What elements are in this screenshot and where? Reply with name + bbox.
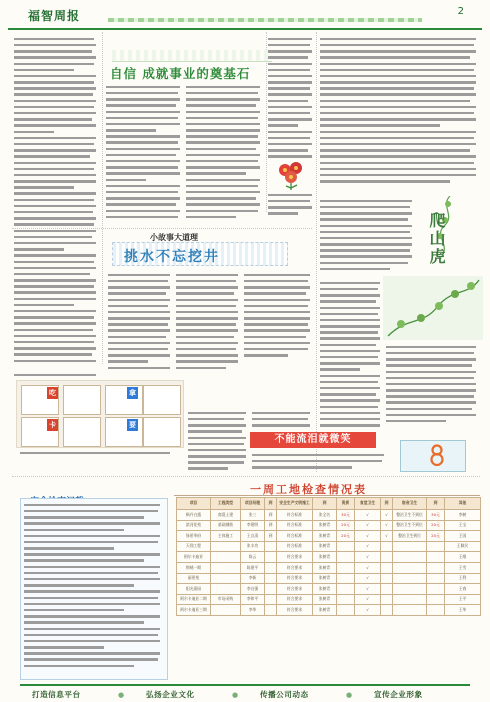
table-cell	[337, 562, 355, 573]
table-row	[177, 552, 481, 563]
table-cell	[265, 562, 277, 573]
article-body	[176, 272, 240, 376]
table-cell: 李新	[241, 573, 265, 584]
table-cell	[393, 584, 427, 595]
footer-slogan: 宣传企业形象	[374, 690, 423, 699]
article-body	[252, 452, 388, 474]
table-cell: 张三	[241, 510, 265, 521]
table-cell	[265, 552, 277, 563]
table-cell: 李和平	[241, 594, 265, 605]
page-header	[8, 4, 482, 30]
table-cell: 阿尔卡迪亚三期	[177, 605, 211, 616]
table-cell	[381, 594, 393, 605]
table-cell: 张树青	[313, 605, 337, 616]
table-cell: √	[355, 531, 381, 542]
table-cell	[337, 541, 355, 552]
column-header: 到	[381, 498, 393, 510]
table-cell: 符合要求	[277, 605, 313, 616]
column-header: 食堂卫生	[355, 498, 381, 510]
page-footer	[20, 684, 470, 700]
table-cell: 阳光嘉园	[177, 584, 211, 595]
table-cell: 整治卫生不到位	[393, 510, 427, 521]
article-body	[320, 410, 382, 430]
footer-slogan: 打造信息平台	[32, 690, 81, 699]
table-cell	[337, 605, 355, 616]
article-body	[268, 192, 314, 224]
footer-separator: ●	[346, 691, 353, 699]
table-cell: 天翔工程	[177, 541, 211, 552]
table-cell	[211, 573, 241, 584]
article-body	[186, 84, 262, 226]
table-row	[177, 510, 481, 521]
table-cell: √	[381, 531, 393, 542]
article-kicker: 小故事大道理	[150, 233, 198, 242]
table-cell: 张丰功	[241, 541, 265, 552]
table-cell: 陈云	[241, 552, 265, 563]
table-cell: √	[381, 510, 393, 521]
table-cell: 到	[265, 510, 277, 521]
table-cell	[337, 584, 355, 595]
inspection-table-title: 一周工地检查情况表	[250, 483, 367, 496]
table-cell: √	[355, 541, 381, 552]
cartoon-panels	[16, 380, 184, 448]
table-cell	[211, 605, 241, 616]
table-cell: 符合要求	[277, 552, 313, 563]
cartoon-caption	[20, 450, 180, 458]
table-cell: 市场采购	[211, 594, 241, 605]
table-cell	[393, 541, 427, 552]
table-cell: 王华	[445, 605, 481, 616]
table-cell	[381, 541, 393, 552]
table-cell: 张树青	[313, 520, 337, 531]
table-cell: 符合标准	[277, 520, 313, 531]
table-cell: 符合标准	[277, 541, 313, 552]
table-cell: 整治卫生到位	[393, 531, 427, 542]
table-cell	[393, 605, 427, 616]
cartoon-badge: 拿	[129, 389, 136, 397]
cartoon-frame	[63, 417, 101, 447]
column-header: 工程类型	[211, 498, 241, 510]
column-header: 资质	[337, 498, 355, 510]
table-cell: 基础钢筋	[211, 520, 241, 531]
inspection-table	[176, 497, 481, 616]
footer-slogan: 传播公司动态	[260, 690, 309, 699]
table-cell: 符合要求	[277, 573, 313, 584]
article-body	[244, 272, 312, 376]
table-cell: 符合标准	[277, 510, 313, 521]
section-divider	[12, 476, 480, 477]
right-column-text	[320, 36, 480, 196]
table-cell	[393, 552, 427, 563]
masthead-title: 福智周报	[28, 9, 81, 23]
table-cell: 主体施工	[211, 531, 241, 542]
cartoon-badge: 吃	[49, 389, 56, 397]
table-cell	[211, 552, 241, 563]
article-body	[106, 84, 182, 226]
article-body	[386, 344, 480, 430]
cartoon-frame	[143, 417, 181, 447]
article-title-decoration	[112, 50, 272, 62]
table-cell: 锦绣一期	[177, 562, 211, 573]
header-decoration	[108, 18, 422, 22]
table-cell: 滨河花苑	[177, 520, 211, 531]
table-row	[177, 520, 481, 531]
table-cell: 符合标准	[277, 531, 313, 542]
article-title-well: 挑水不忘挖井	[124, 249, 220, 265]
footer-separator: ●	[232, 691, 239, 699]
table-cell	[337, 594, 355, 605]
table-cell: 30元	[337, 510, 355, 521]
table-cell	[337, 552, 355, 563]
table-cell	[427, 552, 445, 563]
article-body	[320, 198, 416, 278]
column-header: 安全生产文明施工	[277, 498, 313, 510]
table-cell: 王宝	[445, 520, 481, 531]
table-cell	[427, 594, 445, 605]
cartoon-frame	[143, 385, 181, 415]
column-header: 项目经理	[241, 498, 265, 510]
column-header: 其他	[445, 498, 481, 510]
table-cell	[265, 605, 277, 616]
table-cell: √	[355, 552, 381, 563]
table-row	[177, 605, 481, 616]
table-cell: 陈建平	[241, 562, 265, 573]
article-body	[14, 372, 98, 380]
article-title-smile: 不能流泪就微笑	[250, 432, 376, 448]
table-cell: 丽景苑	[177, 573, 211, 584]
table-cell: 张树青	[313, 584, 337, 595]
table-cell	[427, 605, 445, 616]
table-cell	[393, 594, 427, 605]
article-body	[268, 36, 314, 160]
table-cell: 王春	[445, 584, 481, 595]
table-cell	[265, 541, 277, 552]
table-cell: 到	[265, 520, 277, 531]
page-number: 2	[457, 6, 464, 17]
table-cell: 符合要求	[277, 584, 313, 595]
table-cell: 李建明	[241, 520, 265, 531]
article-body	[320, 280, 382, 430]
article-title-confidence: 自信 成就事业的奠基石	[110, 66, 251, 81]
table-cell: 张树青	[313, 552, 337, 563]
table-cell	[381, 562, 393, 573]
table-cell: 20元	[427, 531, 445, 542]
column-header: 到	[313, 498, 337, 510]
table-cell: 张树青	[313, 562, 337, 573]
cartoon-badge: 要	[129, 421, 136, 429]
table-cell	[381, 584, 393, 595]
table-cell: √	[355, 562, 381, 573]
table-cell	[265, 584, 277, 595]
table-cell: √	[355, 594, 381, 605]
table-cell: 绿景华府	[177, 531, 211, 542]
table-row	[177, 573, 481, 584]
table-cell: 王颖民	[445, 541, 481, 552]
table-cell: 符合要求	[277, 562, 313, 573]
table-cell: 王利	[445, 573, 481, 584]
table-cell: 张树青	[313, 573, 337, 584]
column-divider	[102, 32, 103, 364]
table-row	[177, 594, 481, 605]
table-cell: 枫丹白露	[177, 510, 211, 521]
table-cell: 李树	[445, 510, 481, 521]
table-cell: √	[355, 510, 381, 521]
table-cell: 阿尔卡迪亚二期	[177, 594, 211, 605]
table-row	[177, 541, 481, 552]
table-cell	[393, 573, 427, 584]
footer-slogan: 弘扬企业文化	[146, 690, 195, 699]
table-cell: √	[355, 605, 381, 616]
table-row	[177, 531, 481, 542]
table-cell: √	[355, 573, 381, 584]
article-body	[188, 410, 248, 474]
table-cell: 张树青	[313, 531, 337, 542]
footer-separator: ●	[118, 691, 125, 699]
table-cell: 20元	[337, 520, 355, 531]
table-cell: 阿尔卡迪亚	[177, 552, 211, 563]
flowers-illustration	[276, 160, 308, 190]
table-cell	[211, 562, 241, 573]
table-cell: 李华	[241, 605, 265, 616]
column-header: 项目	[177, 498, 211, 510]
table-cell: √	[355, 584, 381, 595]
table-cell: 商混土建	[211, 510, 241, 521]
left-column-text	[14, 36, 98, 370]
table-cell: 30元	[427, 510, 445, 521]
table-cell: 20元	[337, 531, 355, 542]
table-cell	[211, 584, 241, 595]
table-cell: 20元	[427, 520, 445, 531]
table-cell: 到	[265, 531, 277, 542]
article-body	[252, 410, 312, 430]
table-cell	[265, 594, 277, 605]
table-cell	[265, 573, 277, 584]
table-cell: √	[355, 520, 381, 531]
table-cell	[381, 552, 393, 563]
table-cell: 王维	[445, 552, 481, 563]
table-cell: 张全名	[313, 510, 337, 521]
cartoon-badge: 卡	[49, 421, 56, 429]
table-row	[177, 584, 481, 595]
table-cell	[381, 573, 393, 584]
table-cell: 王平	[445, 594, 481, 605]
table-cell	[427, 562, 445, 573]
article-title-ivy: 爬山虎	[427, 212, 446, 266]
table-cell: 符合要求	[277, 594, 313, 605]
column-header: 到	[265, 498, 277, 510]
article-body	[108, 272, 172, 376]
table-header-row	[177, 498, 481, 510]
table-cell: 张树青	[313, 594, 337, 605]
safety-record-text	[24, 502, 164, 678]
table-cell: 张树青	[313, 541, 337, 552]
table-cell	[393, 562, 427, 573]
table-cell	[381, 605, 393, 616]
table-row	[177, 562, 481, 573]
table-cell: 整治卫生不到位	[393, 520, 427, 531]
column-divider	[316, 32, 317, 472]
table-cell: √	[381, 520, 393, 531]
table-cell: 李自强	[241, 584, 265, 595]
table-cell	[427, 541, 445, 552]
table-cell	[427, 584, 445, 595]
table-cell: 王自清	[241, 531, 265, 542]
column-header: 到	[427, 498, 445, 510]
table-cell	[427, 573, 445, 584]
table-cell: 王国	[445, 531, 481, 542]
column-header: 宿舍卫生	[393, 498, 427, 510]
ivy-illustration	[383, 276, 483, 340]
cartoon-frame	[63, 385, 101, 415]
table-cell: 王雪	[445, 562, 481, 573]
table-cell	[211, 541, 241, 552]
table-cell	[337, 573, 355, 584]
number-eight-icon	[428, 444, 446, 466]
